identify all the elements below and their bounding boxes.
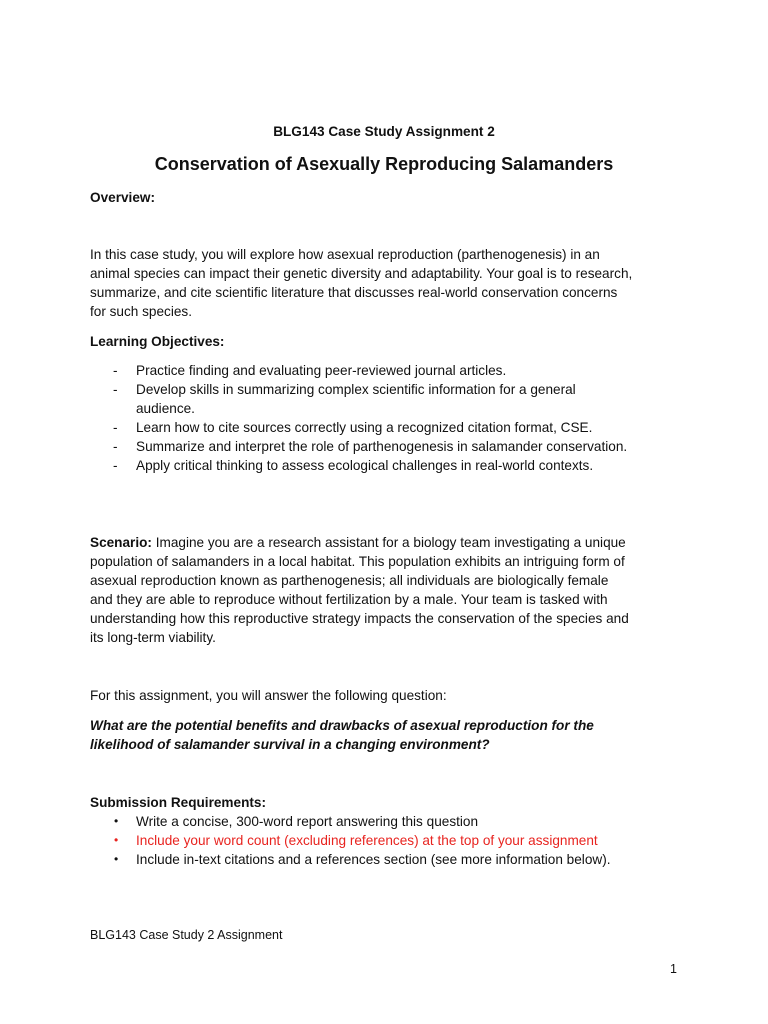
overview-line: In this case study, you will explore how asexual reproduction (parthenogenesis) in an [90, 247, 600, 262]
bullet: • [114, 852, 119, 866]
question-intro: For this assignment, you will answer the following question: [90, 688, 447, 703]
dash-bullet: - [113, 382, 118, 397]
scenario-line: population of salamanders in a local habitat. This population exhibits an intriguing form of [90, 554, 625, 569]
overview-line: for such species. [90, 304, 192, 319]
scenario-line: understanding how this reproductive strategy impacts the conservation of the species and [90, 611, 629, 626]
objective-item: Learn how to cite sources correctly using a recognized citation format, CSE. [136, 420, 593, 435]
bullet: • [114, 814, 119, 828]
question-line: What are the potential benefits and drawbacks of asexual reproduction for the [90, 718, 594, 733]
objective-item: Apply critical thinking to assess ecological challenges in real-world contexts. [136, 458, 594, 473]
course-title: BLG143 Case Study Assignment 2 [273, 124, 495, 139]
question-line: likelihood of salamander survival in a changing environment? [90, 737, 490, 752]
scenario-label: Scenario: [90, 535, 152, 550]
footer-text: BLG143 Case Study 2 Assignment [90, 928, 283, 942]
page-title: Conservation of Asexually Reproducing Salamanders [154, 154, 614, 174]
page-number: 1 [670, 962, 677, 976]
dash-bullet: - [113, 363, 118, 378]
objective-item-continued: audience. [136, 401, 195, 416]
scenario-line: its long-term viability. [90, 630, 216, 645]
objective-item: Summarize and interpret the role of parthenogenesis in salamander conservation. [136, 439, 628, 454]
objective-item: Develop skills in summarizing complex scientific information for a general [136, 382, 576, 397]
dash-bullet: - [113, 439, 118, 454]
scenario-line: and they are able to reproduce without fertilization by a male. Your team is tasked with [90, 592, 608, 607]
scenario-text: Imagine you are a research assistant for a biology team investigating a unique [151, 535, 626, 550]
submission-heading: Submission Requirements: [90, 795, 266, 810]
dash-bullet: - [113, 458, 118, 473]
dash-bullet: - [113, 420, 118, 435]
submission-item: Include in-text citations and a references section (see more information below). [136, 852, 611, 867]
submission-item-highlighted: Include your word count (excluding references) at the top of your assignment [136, 833, 598, 848]
scenario-line: asexual reproduction known as parthenogenesis; all individuals are biologically female [90, 573, 609, 588]
overview-line: animal species can impact their genetic diversity and adaptability. Your goal is to research, [90, 266, 633, 281]
scenario-line [90, 533, 626, 552]
objectives-heading: Learning Objectives: [90, 334, 225, 349]
overview-heading: Overview: [90, 190, 155, 205]
submission-item: Write a concise, 300-word report answering this question [136, 814, 479, 829]
objective-item: Practice finding and evaluating peer-reviewed journal articles. [136, 363, 507, 378]
overview-line: summarize, and cite scientific literature that discusses real-world conservation concerns [90, 285, 618, 300]
bullet: • [114, 833, 119, 847]
